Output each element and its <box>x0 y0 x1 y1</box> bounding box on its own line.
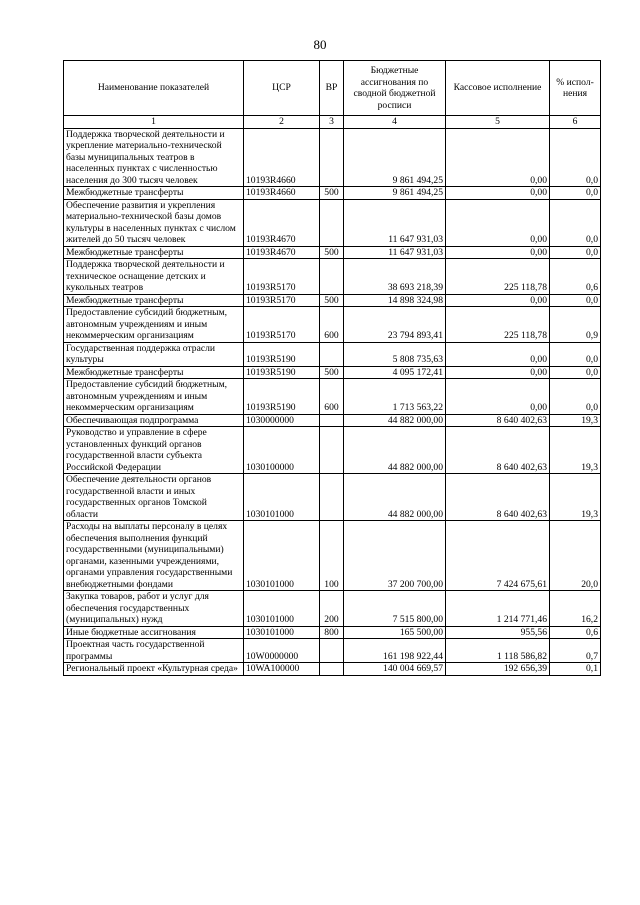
row-name: Обеспечение деятельности органов государственной власти и иных государственных органов Томской области <box>64 474 244 521</box>
row-name: Расходы на выплаты персоналу в целях обеспечения выполнения функций государственными (муниципальными) органами, казенными учреждениями, органами управления государственными внебюджетными фондами <box>64 521 244 591</box>
row-csr: 10193R4660 <box>244 187 320 200</box>
row-pct: 0,0 <box>550 366 601 379</box>
table-row <box>64 663 601 676</box>
row-vr: 500 <box>320 246 344 259</box>
table-row <box>64 128 601 187</box>
table-row <box>64 521 601 591</box>
row-name: Межбюджетные трансферты <box>64 187 244 200</box>
table-row <box>64 414 601 427</box>
row-cash: 225 118,78 <box>446 307 550 343</box>
row-pct: 0,0 <box>550 379 601 415</box>
row-vr: 500 <box>320 187 344 200</box>
row-budget: 37 200 700,00 <box>344 521 446 591</box>
row-budget: 11 647 931,03 <box>344 246 446 259</box>
row-vr: 600 <box>320 379 344 415</box>
row-vr: 600 <box>320 307 344 343</box>
header-vr: ВР <box>320 61 344 116</box>
row-cash: 0,00 <box>446 294 550 307</box>
row-name: Поддержка творческой деятельности и укрепление материально-технической базы муниципальных театров в населенных пунктах с численностью населения до 300 тысяч человек <box>64 128 244 187</box>
row-csr: 10W0000000 <box>244 639 320 663</box>
row-pct: 0,0 <box>550 199 601 246</box>
row-budget: 4 095 172,41 <box>344 366 446 379</box>
row-budget: 44 882 000,00 <box>344 474 446 521</box>
row-pct: 0,0 <box>550 342 601 366</box>
row-csr: 1030101000 <box>244 591 320 627</box>
row-csr: 1030101000 <box>244 626 320 639</box>
row-pct: 0,6 <box>550 259 601 295</box>
column-number-row <box>64 116 601 129</box>
row-budget: 5 808 735,63 <box>344 342 446 366</box>
row-name: Проектная часть государственной программы <box>64 639 244 663</box>
row-cash: 8 640 402,63 <box>446 474 550 521</box>
row-csr: 1030000000 <box>244 414 320 427</box>
row-csr: 1030101000 <box>244 521 320 591</box>
row-name: Обеспечивающая подпрограмма <box>64 414 244 427</box>
row-budget: 11 647 931,03 <box>344 199 446 246</box>
row-pct: 0,0 <box>550 246 601 259</box>
row-csr: 10193R5190 <box>244 342 320 366</box>
table-row <box>64 259 601 295</box>
row-name: Руководство и управление в сфере установленных функций органов государственной власти субъекта Российской Федерации <box>64 427 244 474</box>
row-name: Межбюджетные трансферты <box>64 366 244 379</box>
row-budget: 161 198 922,44 <box>344 639 446 663</box>
column-number: 3 <box>320 116 344 129</box>
header-pct: % испол-нения <box>550 61 601 116</box>
row-vr: 200 <box>320 591 344 627</box>
table-row <box>64 474 601 521</box>
row-vr: 500 <box>320 294 344 307</box>
page-number: 80 <box>313 37 327 52</box>
row-budget: 44 882 000,00 <box>344 427 446 474</box>
table-body <box>64 128 601 675</box>
row-pct: 0,1 <box>550 663 601 676</box>
row-cash: 0,00 <box>446 366 550 379</box>
row-csr: 10193R5190 <box>244 366 320 379</box>
row-name: Предоставление субсидий бюджетным, автономным учреждениям и иным некоммерческим организациям <box>64 379 244 415</box>
row-name: Обеспечение развития и укрепления материально-технической базы домов культуры в населенных пунктах с числом жителей до 50 тысяч человек <box>64 199 244 246</box>
row-budget: 44 882 000,00 <box>344 414 446 427</box>
row-csr: 1030101000 <box>244 474 320 521</box>
row-pct: 19,3 <box>550 474 601 521</box>
row-budget: 9 861 494,25 <box>344 187 446 200</box>
table-row <box>64 379 601 415</box>
row-budget: 38 693 218,39 <box>344 259 446 295</box>
header-row <box>64 61 601 116</box>
row-csr: 10193R5170 <box>244 259 320 295</box>
row-vr <box>320 128 344 187</box>
row-csr: 10WA100000 <box>244 663 320 676</box>
row-name: Поддержка творческой деятельности и техническое оснащение детских и кукольных театров <box>64 259 244 295</box>
row-vr <box>320 474 344 521</box>
row-name: Иные бюджетные ассигнования <box>64 626 244 639</box>
row-cash: 7 424 675,61 <box>446 521 550 591</box>
header-csr: ЦСР <box>244 61 320 116</box>
row-csr: 10193R5170 <box>244 294 320 307</box>
row-pct: 0,0 <box>550 187 601 200</box>
row-pct: 16,2 <box>550 591 601 627</box>
row-pct: 0,0 <box>550 128 601 187</box>
table-row <box>64 307 601 343</box>
table-row <box>64 639 601 663</box>
table-row <box>64 427 601 474</box>
header-name: Наименование показателей <box>64 61 244 116</box>
row-cash: 225 118,78 <box>446 259 550 295</box>
row-name: Закупка товаров, работ и услуг для обеспечения государственных (муниципальных) нужд <box>64 591 244 627</box>
row-pct: 0,7 <box>550 639 601 663</box>
row-pct: 20,0 <box>550 521 601 591</box>
header-cash: Кассовое исполнение <box>446 61 550 116</box>
row-pct: 0,9 <box>550 307 601 343</box>
row-vr <box>320 342 344 366</box>
row-name: Государственная поддержка отрасли культуры <box>64 342 244 366</box>
row-vr: 800 <box>320 626 344 639</box>
table-row <box>64 591 601 627</box>
row-cash: 1 118 586,82 <box>446 639 550 663</box>
row-cash: 955,56 <box>446 626 550 639</box>
table-row <box>64 199 601 246</box>
row-cash: 0,00 <box>446 342 550 366</box>
budget-execution-table <box>63 60 601 676</box>
row-budget: 9 861 494,25 <box>344 128 446 187</box>
table-row <box>64 246 601 259</box>
row-cash: 0,00 <box>446 128 550 187</box>
row-budget: 7 515 800,00 <box>344 591 446 627</box>
row-cash: 8 640 402,63 <box>446 427 550 474</box>
row-vr <box>320 199 344 246</box>
row-vr <box>320 663 344 676</box>
row-cash: 0,00 <box>446 187 550 200</box>
row-vr: 100 <box>320 521 344 591</box>
row-pct: 19,3 <box>550 414 601 427</box>
row-pct: 19,3 <box>550 427 601 474</box>
row-csr: 10193R4660 <box>244 128 320 187</box>
row-vr <box>320 427 344 474</box>
row-name: Предоставление субсидий бюджетным, автономным учреждениям и иным некоммерческим организациям <box>64 307 244 343</box>
row-budget: 14 898 324,98 <box>344 294 446 307</box>
row-vr <box>320 639 344 663</box>
row-budget: 140 004 669,57 <box>344 663 446 676</box>
table-row <box>64 187 601 200</box>
row-cash: 192 656,39 <box>446 663 550 676</box>
row-csr: 10193R5170 <box>244 307 320 343</box>
table-row <box>64 342 601 366</box>
header-budget: Бюджетные ассигнования по сводной бюджетной росписи <box>344 61 446 116</box>
row-vr <box>320 414 344 427</box>
column-number: 1 <box>64 116 244 129</box>
row-csr: 10193R4670 <box>244 199 320 246</box>
row-cash: 1 214 771,46 <box>446 591 550 627</box>
column-number: 5 <box>446 116 550 129</box>
row-csr: 10193R4670 <box>244 246 320 259</box>
row-vr <box>320 259 344 295</box>
table-row <box>64 294 601 307</box>
row-vr: 500 <box>320 366 344 379</box>
row-budget: 1 713 563,22 <box>344 379 446 415</box>
row-name: Региональный проект «Культурная среда» <box>64 663 244 676</box>
row-budget: 23 794 893,41 <box>344 307 446 343</box>
row-cash: 8 640 402,63 <box>446 414 550 427</box>
table-row <box>64 366 601 379</box>
row-csr: 10193R5190 <box>244 379 320 415</box>
column-number: 6 <box>550 116 601 129</box>
column-number: 4 <box>344 116 446 129</box>
row-cash: 0,00 <box>446 199 550 246</box>
row-csr: 1030100000 <box>244 427 320 474</box>
column-number: 2 <box>244 116 320 129</box>
table-row <box>64 626 601 639</box>
row-pct: 0,6 <box>550 626 601 639</box>
row-name: Межбюджетные трансферты <box>64 294 244 307</box>
row-cash: 0,00 <box>446 246 550 259</box>
row-pct: 0,0 <box>550 294 601 307</box>
row-cash: 0,00 <box>446 379 550 415</box>
row-budget: 165 500,00 <box>344 626 446 639</box>
row-name: Межбюджетные трансферты <box>64 246 244 259</box>
